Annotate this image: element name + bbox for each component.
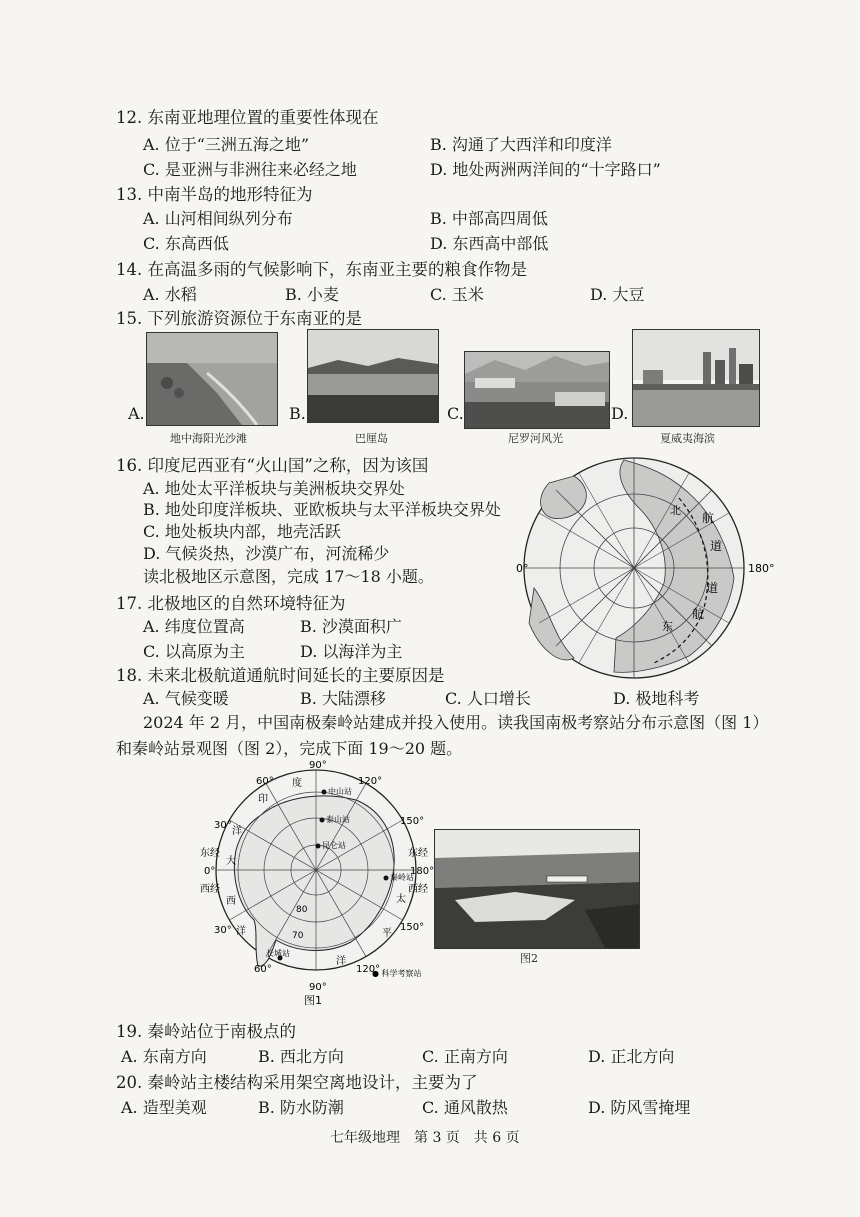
antarctic-lat-70: 70 bbox=[292, 931, 304, 941]
q13-option-b: B. 中部高四周低 bbox=[430, 209, 548, 228]
antarctic-west-label-right: 西经 bbox=[408, 884, 428, 895]
page-footer: 七年级地理 第 3 页 共 6 页 bbox=[330, 1130, 520, 1146]
q14-stem: 14. 在高温多雨的气候影响下，东南亚主要的粮食作物是 bbox=[116, 260, 527, 279]
q15-option-c-letter: C. bbox=[447, 404, 464, 423]
q19-option-b: B. 西北方向 bbox=[258, 1047, 344, 1066]
q20-option-c: C. 通风散热 bbox=[422, 1098, 508, 1117]
q13-option-c: C. 东高西低 bbox=[143, 234, 229, 253]
station-kunlun: 昆仑站 bbox=[322, 841, 346, 850]
ocean-char-du: 度 bbox=[292, 778, 302, 789]
q20-stem: 20. 秦岭站主楼结构采用架空离地设计，主要为了 bbox=[116, 1073, 478, 1092]
q19-option-c: C. 正南方向 bbox=[422, 1047, 508, 1066]
hawaii-beach-photo bbox=[632, 329, 760, 427]
q17-option-d: D. 以海洋为主 bbox=[300, 642, 403, 661]
bali-photo bbox=[307, 329, 439, 423]
q15-option-a-letter: A. bbox=[128, 404, 145, 423]
arctic-lon-0-label: 0° bbox=[516, 562, 529, 575]
q13-option-a: A. 山河相间纵列分布 bbox=[143, 209, 293, 228]
antarctic-lon-60-bottom: 60° bbox=[254, 964, 272, 975]
nile-river-photo bbox=[464, 351, 610, 429]
q18-option-a: A. 气候变暖 bbox=[143, 689, 229, 708]
arctic-place-char-2: 东 bbox=[662, 620, 673, 633]
q18-option-d: D. 极地科考 bbox=[613, 689, 700, 708]
ocean-char-yang-2: 洋 bbox=[236, 926, 246, 937]
q19-stem: 19. 秦岭站位于南极点的 bbox=[116, 1022, 296, 1041]
antarctic-lon-90-bottom: 90° bbox=[309, 982, 327, 993]
q12-option-a: A. 位于“三洲五海之地” bbox=[143, 135, 310, 154]
antarctic-east-label-right: 东经 bbox=[408, 848, 428, 859]
figure-1-label: 图1 bbox=[304, 994, 322, 1007]
q14-option-c: C. 玉米 bbox=[430, 285, 484, 304]
arctic-route-char-4: 航 bbox=[692, 607, 705, 621]
q18-stem: 18. 未来北极航道通航时间延长的主要原因是 bbox=[116, 666, 445, 685]
q12-option-c: C. 是亚洲与非洲往来必经之地 bbox=[143, 160, 357, 179]
q20-option-d: D. 防风雪掩埋 bbox=[588, 1098, 691, 1117]
arctic-route-char-2: 道 bbox=[710, 539, 723, 553]
antarctic-lat-80: 80 bbox=[296, 905, 308, 915]
q19-option-d: D. 正北方向 bbox=[588, 1047, 675, 1066]
q18-option-c: C. 人口增长 bbox=[445, 689, 531, 708]
q17-option-a: A. 纬度位置高 bbox=[143, 617, 245, 636]
q14-option-a: A. 水稻 bbox=[143, 285, 197, 304]
mediterranean-beach-photo bbox=[146, 332, 278, 426]
q16-option-d: D. 气候炎热，沙漠广布，河流稀少 bbox=[143, 544, 390, 563]
q19-option-a: A. 东南方向 bbox=[121, 1047, 207, 1066]
q15-option-b-caption: 巴厘岛 bbox=[355, 432, 388, 445]
q16-option-b: B. 地处印度洋板块、亚欧板块与太平洋板块交界处 bbox=[143, 500, 501, 519]
q18-option-b: B. 大陆漂移 bbox=[300, 689, 386, 708]
station-taishan: 泰山站 bbox=[326, 815, 350, 824]
q15-stem: 15. 下列旅游资源位于东南亚的是 bbox=[116, 309, 362, 328]
q16-option-a: A. 地处太平洋板块与美洲板块交界处 bbox=[143, 479, 405, 498]
antarctic-lon-120-top-right: 120° bbox=[358, 776, 383, 787]
q15-option-d-caption: 夏威夷海滨 bbox=[660, 432, 715, 445]
ocean-char-ping: 平 bbox=[382, 928, 392, 939]
intro-19-20-line1: 2024 年 2 月，中国南极秦岭站建成并投入使用。读我国南极考察站分布示意图（图 1） bbox=[143, 713, 769, 732]
antarctic-lon-60-top-left: 60° bbox=[256, 776, 274, 787]
antarctic-lon-120-bottom: 120° bbox=[356, 964, 381, 975]
ocean-char-da: 大 bbox=[226, 856, 236, 867]
q13-option-d: D. 东西高中部低 bbox=[430, 234, 549, 253]
q12-stem: 12. 东南亚地理位置的重要性体现在 bbox=[116, 108, 379, 127]
arctic-route-char-1: 航 bbox=[702, 511, 715, 525]
q14-option-d: D. 大豆 bbox=[590, 285, 645, 304]
arctic-region-map bbox=[512, 450, 782, 686]
q14-option-b: B. 小麦 bbox=[285, 285, 339, 304]
antarctic-stations-map bbox=[196, 758, 436, 1008]
q17-option-b: B. 沙漠面积广 bbox=[300, 617, 402, 636]
q15-option-d-letter: D. bbox=[611, 404, 629, 423]
intro-19-20-line2: 和秦岭站景观图（图 2），完成下面 19～20 题。 bbox=[116, 739, 463, 758]
arctic-route-char-3: 道 bbox=[706, 581, 719, 595]
antarctic-lon-90-top: 90° bbox=[309, 760, 327, 771]
q17-stem: 17. 北极地区的自然环境特征为 bbox=[116, 594, 346, 613]
q16-stem: 16. 印度尼西亚有“火山国”之称，因为该国 bbox=[116, 456, 429, 475]
q20-option-a: A. 造型美观 bbox=[121, 1098, 207, 1117]
arctic-lon-180-label: 180° bbox=[748, 562, 775, 575]
station-zhongshan: 中山站 bbox=[328, 787, 352, 796]
ocean-char-yin: 印 bbox=[258, 794, 268, 805]
ocean-char-yang-3: 洋 bbox=[336, 956, 346, 967]
antarctic-legend: ● 科学考察站 bbox=[372, 969, 422, 978]
station-qinling: 秦岭站 bbox=[390, 873, 414, 882]
station-changcheng: 长城站 bbox=[266, 949, 290, 958]
q12-option-b: B. 沟通了大西洋和印度洋 bbox=[430, 135, 612, 154]
q15-option-c-caption: 尼罗河风光 bbox=[508, 432, 563, 445]
antarctic-west-label-left: 西经 bbox=[200, 884, 220, 895]
q17-option-c: C. 以高原为主 bbox=[143, 642, 245, 661]
qinling-station-photo bbox=[434, 829, 640, 949]
q16-option-c: C. 地处板块内部，地壳活跃 bbox=[143, 522, 341, 541]
antarctic-east-label-left: 东经 bbox=[200, 848, 220, 859]
arctic-place-char-1: 北 bbox=[670, 504, 681, 517]
ocean-char-yang-1: 洋 bbox=[232, 826, 242, 837]
arctic-intro: 读北极地区示意图，完成 17～18 小题。 bbox=[143, 567, 434, 586]
figure-2-label: 图2 bbox=[520, 952, 538, 965]
q15-option-b-letter: B. bbox=[289, 404, 306, 423]
ocean-char-tai: 太 bbox=[396, 894, 406, 905]
antarctic-lon-30-left: 30° bbox=[214, 820, 232, 831]
q20-option-b: B. 防水防潮 bbox=[258, 1098, 344, 1117]
antarctic-lon-150-bottom-right: 150° bbox=[400, 922, 425, 933]
antarctic-lon-30-bottom-left: 30° bbox=[214, 925, 232, 936]
antarctic-lon-150-right: 150° bbox=[400, 816, 425, 827]
ocean-char-xi: 西 bbox=[226, 896, 236, 907]
q12-option-d: D. 地处两洲两洋间的“十字路口” bbox=[430, 160, 661, 179]
q13-stem: 13. 中南半岛的地形特征为 bbox=[116, 185, 313, 204]
antarctic-lon-0: 0° bbox=[204, 866, 216, 877]
antarctic-lon-180: 180° bbox=[410, 866, 435, 877]
q15-option-a-caption: 地中海阳光沙滩 bbox=[170, 432, 247, 445]
